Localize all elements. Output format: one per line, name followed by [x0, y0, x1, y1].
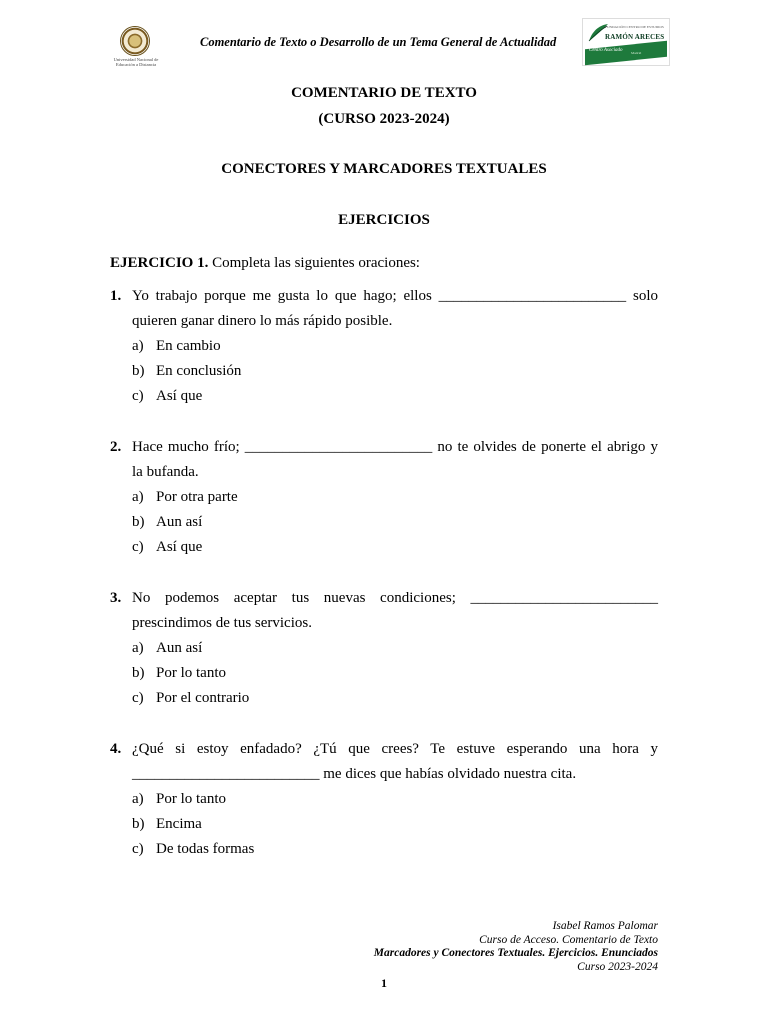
option-item: c) Así que [132, 539, 203, 555]
option-item: b) Aun así [132, 514, 203, 530]
university-logo-text: Universidad Nacional de Educación a Distancia [113, 57, 159, 67]
exercise-label: EJERCICIO 1. [110, 255, 209, 271]
question-number: 3. [110, 590, 122, 606]
footer-author: Isabel Ramos Palomar [552, 920, 658, 932]
foundation-logo-brand: RAMÓN ARECES [605, 33, 665, 41]
exercise-heading [110, 254, 420, 272]
option-item: b) En conclusión [132, 363, 242, 379]
foundation-logo [582, 18, 670, 66]
option-item: b) Por lo tanto [132, 665, 226, 681]
doc-topic: CONECTORES Y MARCADORES TEXTUALES [221, 161, 547, 177]
footer-course: Curso de Acceso. Comentario de Texto [479, 934, 658, 946]
foundation-logo-band-text: Centro Asociado [589, 48, 623, 53]
question-text-line1: No podemos aceptar tus nuevas condiciones; _________________________ [132, 590, 658, 606]
question-text-line2: la bufanda. [132, 464, 199, 480]
question-number: 2. [110, 439, 122, 455]
option-item: a) Aun así [132, 640, 203, 656]
option-item: a) Por lo tanto [132, 791, 226, 807]
foundation-logo-top-text: FUNDACIÓN CENTRO DE ESTUDIOS [605, 25, 664, 29]
question-text-line2: quieren ganar dinero lo más rápido posible. [132, 313, 393, 329]
question-text-line1: ¿Qué si estoy enfadado? ¿Tú que crees? Te estuve esperando una hora y [132, 741, 658, 757]
question-text-line1: Yo trabajo porque me gusta lo que hago; ellos _________________________ solo [132, 288, 658, 304]
question-text-line2: prescindimos de tus servicios. [132, 615, 312, 631]
header-title: Comentario de Texto o Desarrollo de un Tema General de Actualidad [200, 35, 557, 49]
option-item: a) En cambio [132, 338, 221, 354]
option-item: b) Encima [132, 816, 202, 832]
doc-title: COMENTARIO DE TEXTO [291, 85, 477, 101]
foundation-logo-band [585, 41, 667, 66]
question-text-line2: _________________________ me dices que habías olvidado nuestra cita. [132, 766, 577, 782]
question-number: 1. [110, 288, 122, 304]
footer-document: Marcadores y Conectores Textuales. Ejercicios. Enunciados [373, 947, 658, 959]
doc-course: (CURSO 2023-2024) [318, 111, 450, 127]
section-title: EJERCICIOS [338, 212, 430, 228]
footer-year: Curso 2023-2024 [577, 961, 658, 973]
foundation-logo-band-subtext: Madrid [631, 51, 642, 55]
page-number: 1 [381, 976, 387, 990]
option-item: c) De todas formas [132, 841, 255, 857]
question-text-line1: Hace mucho frío; _________________________ no te olvides de ponerte el abrigo y [132, 439, 658, 455]
question-number: 4. [110, 741, 122, 757]
exercise-instruction: Completa las siguientes oraciones: [212, 255, 420, 271]
option-item: a) Por otra parte [132, 489, 238, 505]
option-item: c) Por el contrario [132, 690, 250, 706]
university-seal-logo [120, 26, 150, 56]
option-item: c) Así que [132, 388, 203, 404]
